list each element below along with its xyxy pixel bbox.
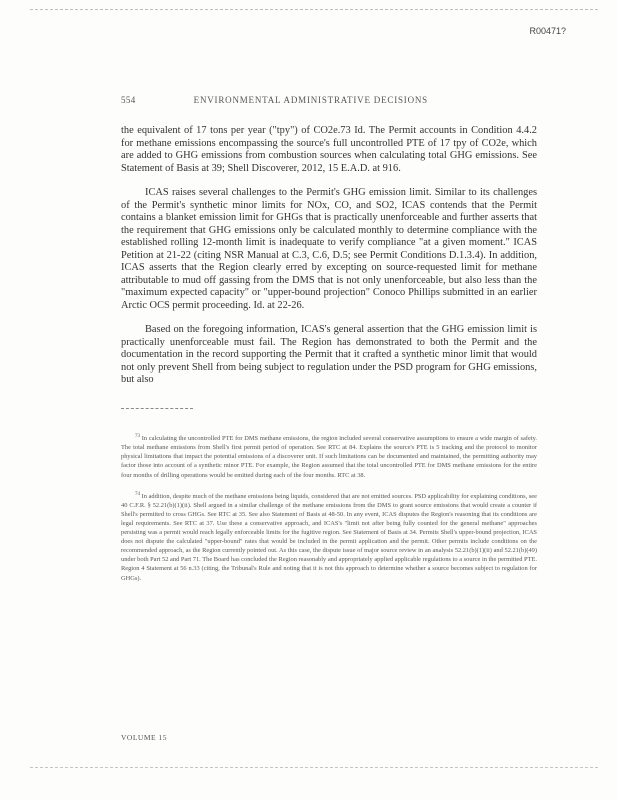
running-header	[121, 95, 541, 105]
footnote	[121, 490, 537, 583]
footnote-divider	[121, 408, 193, 409]
scan-edge-top	[30, 9, 598, 10]
paragraph: ICAS raises several challenges to the Permit's GHG emission limit. Similar to its challenges of the Permit's synthetic minor limits for NOx, CO, and SO2, ICAS contends that the Permit contains a blanket emission limit for GHGs that is practically unenforceable and further asserts that the requirement that GHG emissions only be calculated monthly to determine compliance with the established rolling 12-month limit is inadequate to verify compliance "at a given moment." ICAS Petition at 21-22 (citing NSR Manual at C.3, C.6, D.5; see Permit Conditions D.1.3.4). In addition, ICAS asserts that the Region clearly erred by excepting on source-requested limit for methane attributable to mud off gassing from the DMS that is not only unenforceable, but also less than the "maximum expected capacity" or "upper-bound projection" Conoco Phillips submitted in an earlier Arctic OCS permit proceeding. Id. at 22-26.	[121, 187, 537, 311]
footnote	[121, 432, 537, 480]
footnote-text: In calculating the uncontrolled PTE for DMS methane emissions, the region included several conservative assumptions to ensure a wide margin of safety. The total methane emissions from Shell's first permit period of operation. See RTC at 84. Explains the source's PTE is 5 tracking and the protocol to monitor physical limitations that impact the potential emissions of a discoverer unit. If such limitations can be documented and maintained, the permitting authority may factor those into account of a synthetic minor PTE. For example, the Region assumed that the total uncontrolled PTE for DMS methane emissions for the entire four months of drilling operations would be emitted during each of the four months. RTC at 38.	[121, 435, 537, 479]
header-title: ENVIRONMENTAL ADMINISTRATIVE DECISIONS	[193, 95, 428, 105]
scan-edge-bottom	[30, 767, 598, 768]
paragraph: the equivalent of 17 tons per year ("tpy") of CO2e.73 Id. The Permit accounts in Condition 4.4.2 for methane emissions encompassing the source's full uncontrolled PTE of 17 tpy of CO2e, which are added to GHG emissions from combustion sources when calculating total GHG emissions. See Statement of Basis at 39; Shell Discoverer, 2012, 15 E.A.D. at 916.	[121, 125, 537, 174]
footnote-marker: 74	[135, 491, 140, 497]
paragraph: Based on the foregoing information, ICAS's general assertion that the GHG emission limit is practically unenforceable must fail. The Region has demonstrated to both the Permit and the documentation in the record supporting the Permit that it crafted a synthetic minor limit that would not only prevent Shell from being subject to regulation under the PSD program for GHG emissions, but also	[121, 324, 537, 385]
bates-number: R00471?	[529, 26, 566, 36]
footnote-marker: 73	[135, 434, 140, 439]
footnotes	[121, 432, 537, 593]
body-text	[121, 125, 537, 399]
footnote-text: In addition, despite much of the methane emissions being liquids, considered that are not emitted sources. PSD applicability for explaining conditions, see 40 C.F.R. § 52.21(b)(1)(ii). Shell argued in a similar challenge of the methane emissions from the DMS to grant source emissions that would create a counter if Shell's permitted to cross GHGs. See RTC at 35. See also Statement of Basis at 48-50. In any event, ICAS disputes the Region's reasoning that its conditions are legal requirements. See RTC at 37. Use these a conservative approach, and ICAS's "limit not after being fully counted for the general methane" approaches persisting was a permit would reach legally enforceable limits for the fugitive region. See Statement of Basis at 34. Permits Shell's upper-bound projection, ICAS does not dispute the calculated "upper-bound" rates that would be included in the permit application and the permit. Other permits include conditions on the recommended approach, as the Region currently pointed out. As this case, the dispute issue of major source review in an analysis 52.21(b)(1)(ii) and 52.21(b)(49) under both Part 52 and Part 71. The Board has concluded the Region reasonably and appropriately applied applicable regulations to a source in the permitted PTE. Region 4 Statement at 56 n.33 (citing, the Tribunal's Rule and noting that it is not this approach to determine whether a source becomes subject to regulation for GHGs).	[121, 492, 537, 582]
page-number: 554	[121, 95, 136, 105]
volume-label: VOLUME 15	[121, 733, 167, 742]
